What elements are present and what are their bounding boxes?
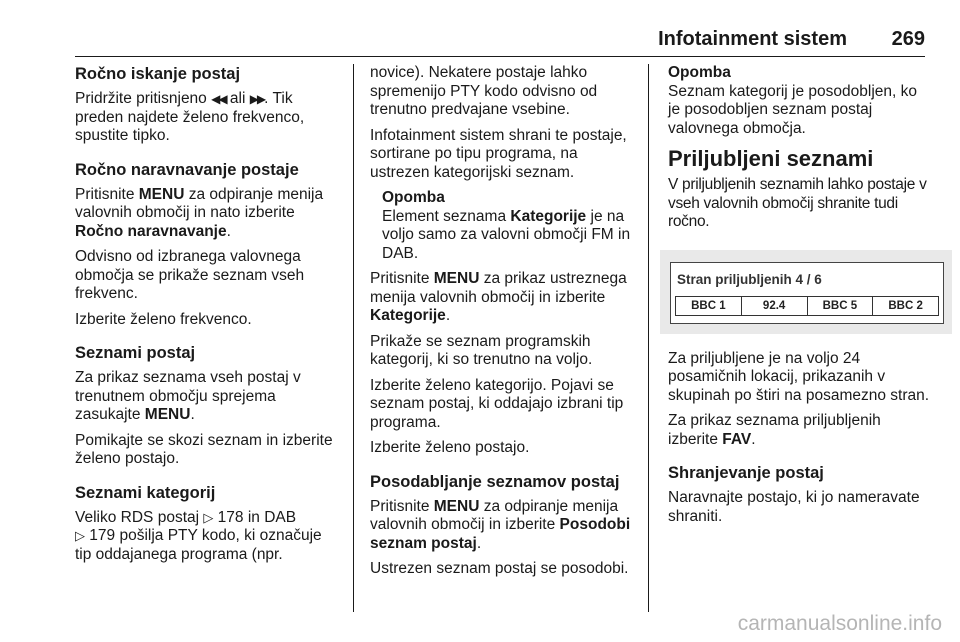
- favourite-slot: BBC 1: [676, 297, 742, 315]
- paragraph: Pritisnite MENU za odpiranje menija valovnih območij in nato izberite Ročno naravnavanje.: [75, 185, 324, 240]
- column-divider: [353, 64, 354, 612]
- favourite-slot: 92.4: [742, 297, 808, 315]
- column-2: [370, 64, 632, 586]
- seek-back-icon: ◀◀: [211, 92, 226, 106]
- favourites-screen-illustration: [660, 250, 952, 334]
- heading-priljubljeni: Priljubljeni seznami: [668, 146, 874, 171]
- paragraph: Pomikajte se skozi seznam in izberite želeno postajo.: [75, 431, 333, 467]
- heading-seznami-postaj: Seznami postaj: [75, 344, 196, 362]
- note-text: Seznam kategorij je posodobljen, ko je posodobljen seznam postaj valovnega območja.: [668, 82, 918, 137]
- paragraph: Pridržite pritisnjeno ◀◀ ali ▶▶. Tik preden najdete želeno frekvenco, spustite tipko.: [75, 90, 305, 144]
- paragraph: Naravnajte postajo, ki jo nameravate shraniti.: [668, 489, 920, 525]
- favourite-slot: BBC 2: [888, 299, 923, 312]
- paragraph: Za prikaz seznama vseh postaj v trenutnem območju sprejema zasukajte MENU.: [75, 369, 301, 423]
- seek-forward-icon: ▶▶: [249, 92, 265, 106]
- paragraph: Izberite želeno frekvenco.: [75, 310, 252, 328]
- screen-title: Stran priljubljenih 4 / 6: [677, 271, 822, 287]
- paragraph: Veliko RDS postaj ▷ 178 in DAB ▷ 179 pošilja PTY kodo, ki označuje tip oddajanega programa (npr.: [75, 508, 322, 563]
- paragraph: Infotainment sistem shrani te postaje, sortirane po tipu programa, na ustrezen kategorijski seznam.: [370, 126, 627, 181]
- note-title: Opomba: [382, 189, 445, 206]
- paragraph: Pritisnite MENU za odpiranje menija valovnih območij in izberite Posodobi seznam postaj.: [370, 497, 631, 552]
- cross-reference-arrow-icon: ▷: [75, 528, 85, 543]
- header-title: Infotainment sistem: [658, 28, 847, 50]
- note-title: Opomba: [668, 64, 731, 81]
- paragraph: Ustrezen seznam postaj se posodobi.: [370, 560, 629, 577]
- heading-posodabljanje: Posodabljanje seznamov postaj: [370, 472, 620, 491]
- note-text: Element seznama Kategorije je na voljo samo za valovni območji FM in DAB.: [382, 207, 631, 262]
- heading-rocno-iskanje: Ročno iskanje postaj: [75, 65, 241, 83]
- paragraph: Za prikaz seznama priljubljenih izberite FAV.: [668, 412, 881, 448]
- paragraph: Odvisno od izbranega valovnega območja se prikaže seznam vseh frekvenc.: [75, 248, 305, 302]
- column-1: [75, 64, 337, 571]
- page-header: [75, 26, 925, 57]
- paragraph: Izberite želeno kategorijo. Pojavi se seznam postaj, ki oddajajo izbrani tip programa.: [370, 376, 624, 431]
- heading-seznami-kategorij: Seznami kategorij: [75, 483, 216, 502]
- note: [668, 64, 930, 138]
- paragraph: Za priljubljene je na voljo 24 posamičnih lokacij, prikazanih v skupinah po štiri na posamezno stran.: [668, 349, 930, 404]
- favourite-slot: BBC 5: [808, 297, 874, 315]
- paragraph: V priljubljenih seznamih lahko postaje v vseh valovnih območij shranite tudi ročno.: [668, 176, 927, 230]
- cross-reference-arrow-icon: ▷: [203, 509, 214, 525]
- note: [370, 189, 632, 263]
- column-divider: [648, 64, 649, 612]
- favourites-row: [675, 296, 939, 316]
- screen-display: [670, 262, 944, 324]
- column-3: [668, 64, 930, 533]
- heading-shranjevanje: Shranjevanje postaj: [668, 464, 824, 482]
- paragraph: Izberite želeno postajo.: [370, 439, 530, 456]
- paragraph: novice). Nekatere postaje lahko spremenijo PTY kodo odvisno od trenutno predvajane vsebine.: [370, 64, 598, 118]
- watermark: carmanualsonline.info: [737, 612, 942, 635]
- page-number: 269: [891, 28, 925, 50]
- paragraph: Prikaže se seznam programskih kategorij, ki so trenutno na voljo.: [370, 332, 593, 368]
- heading-naravnavanje: Ročno naravnavanje postaje: [75, 160, 299, 179]
- paragraph: Pritisnite MENU za prikaz ustreznega menija valovnih območij in izberite Kategorije.: [370, 270, 627, 324]
